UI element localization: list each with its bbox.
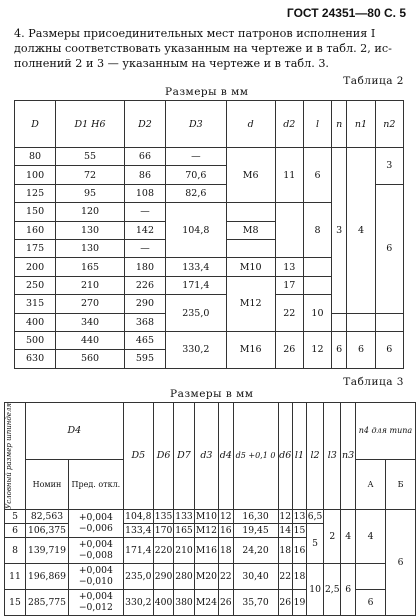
cell: 6: [375, 184, 403, 313]
cell: 220: [153, 537, 173, 563]
cell: 135: [154, 510, 173, 522]
cell: M10: [195, 510, 217, 522]
table2: [14, 100, 404, 369]
cell: 465: [124, 331, 165, 349]
cell: 82,6: [166, 184, 227, 202]
cell: 235,0: [123, 563, 153, 589]
cell: 16: [219, 524, 232, 536]
cell: 10: [306, 563, 323, 615]
t3-h-d5: d5 +0,1 0: [233, 403, 278, 510]
cell: —: [166, 148, 227, 166]
cell: 26: [275, 331, 303, 368]
cell: 4: [341, 509, 356, 563]
t3-h-d6: d6: [278, 403, 292, 510]
cell: [275, 203, 303, 258]
t2-h-n1: n1: [347, 101, 375, 148]
paragraph-line: 4. Размеры присоединительных мест патронов исполнения I: [14, 27, 376, 40]
cell: 104,8: [166, 203, 227, 258]
cell: 12: [219, 510, 232, 522]
cell: M6: [226, 148, 275, 203]
cell: M24: [194, 589, 218, 615]
t3-h-l3: l3: [324, 403, 341, 510]
cell: 2: [324, 509, 341, 563]
cell: M10: [226, 258, 275, 276]
cell: [332, 313, 347, 331]
t3-h-D4: D4: [26, 403, 124, 460]
cell: 17: [275, 276, 303, 294]
table3-label: Таблица 3: [343, 376, 404, 388]
cell: 200: [15, 258, 56, 276]
cell: 18: [219, 537, 233, 563]
cell: [347, 313, 375, 331]
cell: 5: [306, 523, 323, 563]
cell: 130: [56, 221, 125, 239]
cell: 165: [175, 524, 193, 536]
cell: 82,563: [26, 509, 69, 523]
cell: [375, 313, 403, 331]
cell: 270: [56, 295, 125, 313]
cell: 30,40: [233, 563, 278, 589]
table3: [4, 402, 416, 616]
cell: 106,375: [26, 523, 69, 537]
cell: 6: [332, 331, 347, 368]
t2-h-D1: D1 H6: [56, 101, 125, 148]
cell: 16,30: [233, 509, 278, 523]
cell: 35,70: [233, 589, 278, 615]
cell: 133: [175, 510, 193, 522]
t2-h-D3: D3: [166, 101, 227, 148]
paragraph: [14, 26, 406, 71]
cell: 95: [56, 184, 125, 202]
cell: +0,004 −0,010: [68, 563, 123, 589]
t3-h-d4: d4: [219, 403, 233, 510]
cell: 12: [279, 510, 292, 522]
cell: 6,5: [307, 510, 323, 522]
cell: 290: [153, 563, 173, 589]
t3-h-A: А: [355, 459, 385, 509]
cell: 16: [292, 537, 306, 563]
cell: 72: [56, 166, 125, 184]
cell: 10: [303, 295, 331, 332]
cell: 4: [355, 509, 385, 563]
t2-h-D2: D2: [124, 101, 165, 148]
cell: 210: [174, 537, 194, 563]
t2-h-n2: n2: [375, 101, 403, 148]
cell: —: [124, 239, 165, 257]
cell: 55: [56, 148, 125, 166]
cell: 165: [56, 258, 125, 276]
cell: 22: [219, 563, 233, 589]
cell: 171,4: [123, 537, 153, 563]
cell: 22: [278, 563, 292, 589]
cell: 19,45: [233, 523, 278, 537]
t3-h-D6: D6: [153, 403, 173, 510]
cell: 26: [278, 589, 292, 615]
t2-h-l: l: [303, 101, 331, 148]
cell: 6: [355, 589, 385, 615]
cell: 6: [386, 509, 416, 615]
t3-h-conv: Условный размер шпинделя: [5, 403, 26, 510]
cell: 6: [341, 563, 356, 615]
cell: 8: [5, 537, 26, 563]
cell: 18: [292, 563, 306, 589]
cell: 330,2: [166, 331, 227, 368]
cell: M16: [194, 537, 218, 563]
cell: 66: [124, 148, 165, 166]
paragraph-line: должны соответствовать указанным на чертеже и в табл. 2, ис-: [14, 42, 392, 55]
cell: 400: [15, 313, 56, 331]
cell: 500: [15, 331, 56, 349]
cell: [355, 563, 385, 589]
cell: 4: [347, 148, 375, 314]
cell: [226, 203, 275, 221]
t2-h-D: D: [15, 101, 56, 148]
t3-h-d3: d3: [194, 403, 218, 510]
t3-h-l1: l1: [292, 403, 306, 510]
cell: +0,004 −0,006: [68, 509, 123, 537]
cell: 380: [174, 589, 194, 615]
cell: 130: [56, 239, 125, 257]
cell: 142: [124, 221, 165, 239]
cell: 13: [275, 258, 303, 276]
cell: M16: [226, 331, 275, 368]
cell: 24,20: [233, 537, 278, 563]
cell: 125: [15, 184, 56, 202]
cell: 340: [56, 313, 125, 331]
t3-h-B: Б: [386, 459, 416, 509]
cell: 108: [124, 184, 165, 202]
cell: 5: [5, 509, 26, 523]
cell: 210: [56, 276, 125, 294]
cell: 26: [219, 589, 233, 615]
paragraph-line: полнений 2 и 3 — указанным на чертеже и в табл. 3.: [14, 57, 329, 70]
cell: 170: [154, 524, 173, 536]
cell: 150: [15, 203, 56, 221]
cell: 400: [153, 589, 173, 615]
cell: 6: [347, 331, 375, 368]
cell: 226: [124, 276, 165, 294]
t3-h-n4: n4 для типа: [355, 403, 415, 460]
cell: 19: [292, 589, 306, 615]
cell: 120: [56, 203, 125, 221]
cell: 6: [375, 331, 403, 368]
t2-h-d: d: [226, 101, 275, 148]
cell: 3: [375, 148, 403, 185]
cell: +0,004 −0,008: [68, 537, 123, 563]
cell: M12: [195, 524, 217, 536]
t3-h-l2: l2: [306, 403, 323, 510]
cell: 6: [303, 148, 331, 203]
cell: 22: [275, 295, 303, 332]
cell: 18: [278, 537, 292, 563]
cell: 15: [5, 589, 26, 615]
cell: 368: [124, 313, 165, 331]
page-header: ГОСТ 24351—80 С. 5: [286, 6, 406, 20]
table2-units: Размеры в мм: [165, 86, 249, 98]
t3-h-D7: D7: [174, 403, 194, 510]
cell: 235,0: [166, 295, 227, 332]
table2-label: Таблица 2: [343, 75, 404, 87]
cell: 175: [15, 239, 56, 257]
cell: 2,5: [324, 563, 341, 615]
cell: 11: [5, 563, 26, 589]
cell: 80: [15, 148, 56, 166]
cell: 315: [15, 295, 56, 313]
t3-h-D5: D5: [123, 403, 153, 510]
cell: [226, 239, 275, 257]
cell: 86: [124, 166, 165, 184]
cell: 3: [332, 148, 347, 314]
t2-h-n: n: [332, 101, 347, 148]
t2-h-d2: d2: [275, 101, 303, 148]
cell: [303, 258, 331, 276]
t3-h-nom: Номин: [26, 459, 69, 509]
table3-units: Размеры в мм: [170, 388, 254, 400]
cell: 285,775: [26, 589, 69, 615]
cell: 280: [174, 563, 194, 589]
cell: 180: [124, 258, 165, 276]
t3-h-dev: Пред. откл.: [68, 459, 123, 509]
cell: 70,6: [166, 166, 227, 184]
cell: 290: [124, 295, 165, 313]
cell: M20: [194, 563, 218, 589]
t3-h-n3: n3: [341, 403, 356, 510]
cell: 560: [56, 350, 125, 368]
cell: 196,869: [26, 563, 69, 589]
cell: 171,4: [166, 276, 227, 294]
cell: 12: [303, 331, 331, 368]
cell: 440: [56, 331, 125, 349]
cell: 139,719: [26, 537, 69, 563]
cell: M8: [226, 221, 275, 239]
cell: 160: [15, 221, 56, 239]
cell: 14: [279, 524, 292, 536]
cell: 13: [293, 510, 306, 522]
cell: 6: [5, 523, 26, 537]
cell: 100: [15, 166, 56, 184]
cell: 595: [124, 350, 165, 368]
cell: M12: [226, 276, 275, 331]
cell: +0,004 −0,012: [68, 589, 123, 615]
cell: 11: [275, 148, 303, 203]
cell: 133,4: [125, 524, 152, 536]
cell: 8: [303, 203, 331, 258]
cell: 133,4: [166, 258, 227, 276]
cell: —: [124, 203, 165, 221]
cell: 250: [15, 276, 56, 294]
cell: [303, 276, 331, 294]
cell: 330,2: [123, 589, 153, 615]
cell: 104,8: [125, 510, 152, 522]
cell: 15: [293, 524, 306, 536]
cell: 630: [15, 350, 56, 368]
